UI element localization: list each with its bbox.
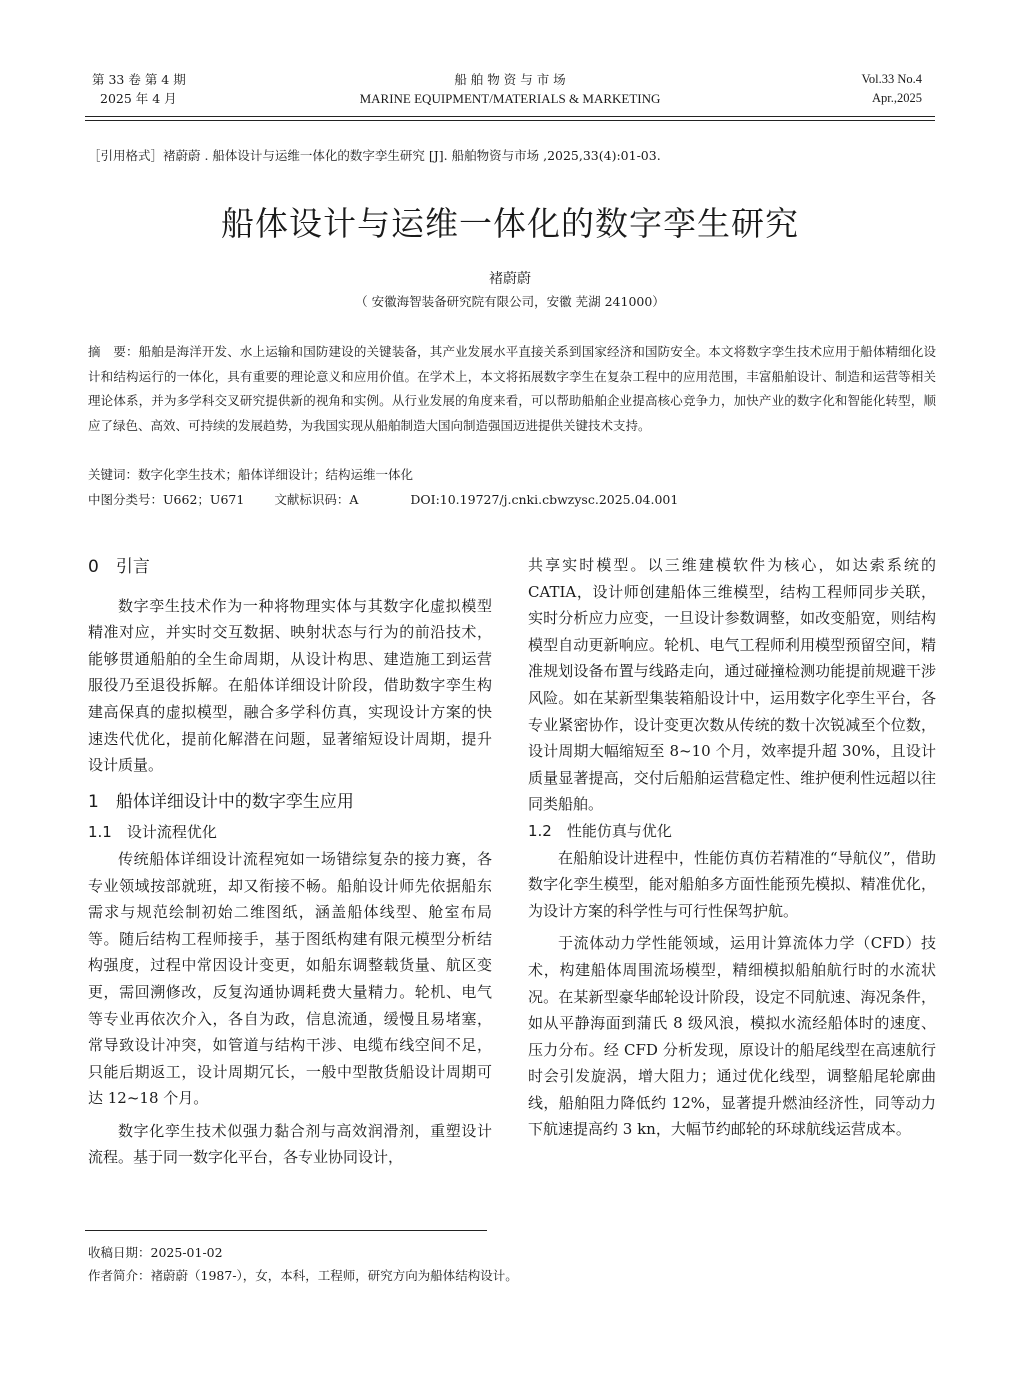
paper-author: 褚蔚蔚 bbox=[489, 271, 531, 287]
clc-value: U662；U671 bbox=[163, 492, 245, 507]
section-1-1-paragraph-2-continued: 共享实时模型。以三维建模软件为核心，如达索系统的 CATIA，设计师创建船体三维模型，结构工程师同步关联，实时分析应力应变，一旦设计参数调整，如改变船宽，则结构模型自动更新响应。轮机、电气工程师利用模型预留空间，精准规划设备布置与线路走向，通过碰撞检测功能提前规避干涉风险。如在某新型集装箱船设计中，运用数字化孪生平台，各专业紧密协作，设计变更次数从传统的数十次锐减至个位数，设计周期大幅缩短至 8~10 个月，效率提升超 30%，且设计质量显著提高，交付后船舶运营稳定性、维护便利性远超以往同类船舶。 bbox=[528, 556, 936, 814]
section-1-1-heading: 1.1 设计流程优化 bbox=[88, 823, 217, 842]
bio-label: 作者简介： bbox=[88, 1268, 151, 1283]
body-left-column bbox=[88, 554, 492, 1171]
keywords bbox=[88, 465, 413, 483]
header-rule-thick bbox=[85, 116, 935, 117]
abstract-text: 船舶是海洋开发、水上运输和国防建设的关键装备，其产业发展水平直接关系到国家经济和国防安全。本文将数字孪生技术应用于船体精细化设计和结构运行的一体化，具有重要的理论意义和应用价值。在学术上，本文将拓展数字孪生在复杂工程中的应用范围，丰富船舶设计、制造和运营等相关理论体系，并为多学科交叉研究提供新的视角和实例。从行业发展的角度来看，可以帮助船舶企业提高核心竞争力，加快产业的数字化和智能化转型，顺应了绿色、高效、可持续的发展趋势，为我国实现从船舶制造大国向制造强国迈进提供关键技术支持。 bbox=[88, 344, 936, 433]
citation-tag: ［引用格式］ bbox=[88, 148, 164, 163]
body-right-column bbox=[528, 552, 936, 1143]
abstract bbox=[88, 340, 936, 438]
section-1-heading: 1 船体详细设计中的数字孪生应用 bbox=[88, 791, 354, 812]
section-1-2-heading: 1.2 性能仿真与优化 bbox=[528, 821, 672, 840]
footnote-author-bio bbox=[88, 1266, 518, 1284]
header-rule-thin bbox=[85, 120, 935, 121]
received-label: 收稿日期： bbox=[88, 1245, 151, 1260]
citation-text: 褚蔚蔚 . 船体设计与运维一体化的数字孪生研究 [J]. 船舶物资与市场 ,2025,33(4):01-03. bbox=[163, 148, 661, 163]
doc-code-value: A bbox=[349, 492, 359, 507]
classification-line bbox=[88, 490, 678, 508]
paper-title: 船体设计与运维一体化的数字孪生研究 bbox=[221, 204, 799, 243]
footnote-received bbox=[88, 1243, 223, 1261]
header-date-en: Apr.,2025 bbox=[872, 91, 922, 105]
citation-format bbox=[88, 146, 661, 164]
section-0-paragraph: 数字孪生技术作为一种将物理实体与其数字化虚拟模型精准对应，并实时交互数据、映射状态与行为的前沿技术，能够贯通船舶的全生命周期，从设计构思、建造施工到运营服役乃至退役拆解。在船体详细设计阶段，借助数字孪生构建高保真的虚拟模型，融合多学科仿真，实现设计方案的快速迭代优化，提前化解潜在问题，显著缩短设计周期，提升设计质量。 bbox=[88, 596, 492, 775]
clc-label: 中图分类号： bbox=[88, 492, 164, 507]
abstract-label: 摘 要： bbox=[88, 344, 139, 359]
header-volume-cn: 第 33 卷 第 4 期 bbox=[92, 72, 186, 87]
received-value: 2025-01-02 bbox=[150, 1245, 223, 1260]
section-1-2-paragraph-1: 在船舶设计进程中，性能仿真仿若精准的“导航仪”，借助数字化孪生模型，能对船舶多方面性能预先模拟、精准优化，为设计方案的科学性与可行性保驾护航。 bbox=[528, 848, 936, 920]
section-1-1-paragraph-2: 数字化孪生技术似强力黏合剂与高效润滑剂，重塑设计流程。基于同一数字化平台，各专业协同设计， bbox=[88, 1121, 492, 1167]
header-date-cn: 2025 年 4 月 bbox=[100, 91, 177, 106]
keywords-label: 关键词： bbox=[88, 467, 139, 482]
section-0-heading: 0 引言 bbox=[88, 557, 150, 577]
footnote-rule bbox=[85, 1230, 487, 1231]
section-1-1-paragraph-1: 传统船体详细设计流程宛如一场错综复杂的接力赛，各专业领域按部就班，却又衔接不畅。船舶设计师先依据船东需求与规范绘制初始二维图纸，涵盖船体线型、舱室布局等。随后结构工程师接手，基于图纸构建有限元模型分析结构强度，过程中常因设计变更，如船东调整载货量、航区变更，需回溯修改，反复沟通协调耗费大量精力。轮机、电气等专业再依次介入，各自为政，信息流通，缓慢且易堵塞，常导致设计冲突，如管道与结构干涉、电缆布线空间不足，只能后期返工，设计周期冗长，一般中型散货船设计周期可达 12~18 个月。 bbox=[88, 849, 492, 1108]
header-journal-en: MARINE EQUIPMENT/MATERIALS & MARKETING bbox=[359, 91, 661, 106]
header-vol-en: Vol.33 No.4 bbox=[861, 72, 922, 86]
doc-code-label: 文献标识码： bbox=[274, 492, 350, 507]
section-1-2-paragraph-2: 于流体动力学性能领域，运用计算流体力学（CFD）技术，构建船体周围流场模型，精细模拟船舶航行时的水流状况。在某新型豪华邮轮设计阶段，设定不同航速、海况条件，如从平静海面到蒲氏 8 级风浪，模拟水流经船体时的速度、压力分布。经 CFD 分析发现，原设计的船尾线型在高速航行时会引发旋涡，增大阻力；通过优化线型，调整船尾轮廓曲线，船舶阻力降低约 12%，显著提升燃油经济性，同等动力下航速提高约 3 kn，大幅节约邮轮的环球航线运营成本。 bbox=[528, 934, 936, 1139]
doi: DOI:10.19727/j.cnki.cbwzysc.2025.04.001 bbox=[410, 492, 679, 507]
keywords-text: 数字化孪生技术；船体详细设计；结构运维一体化 bbox=[138, 467, 414, 482]
header-volume-en bbox=[861, 70, 922, 108]
author-affiliation: （ 安徽海智装备研究院有限公司，安徽 芜湖 241000） bbox=[355, 294, 665, 309]
header-journal-cn: 船 舶 物 资 与 市 场 bbox=[454, 72, 566, 87]
bio-value: 褚蔚蔚（1987-），女，本科，工程师，研究方向为船体结构设计。 bbox=[150, 1268, 518, 1283]
